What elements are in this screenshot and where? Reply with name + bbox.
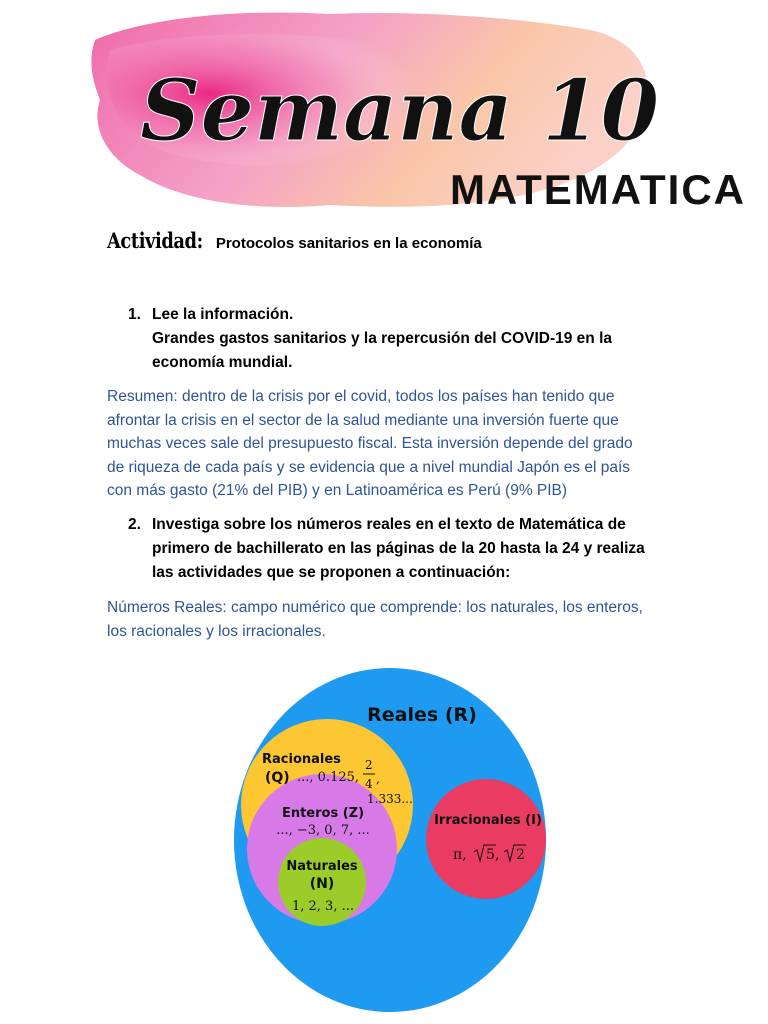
activity-heading — [107, 228, 482, 253]
header-banner — [0, 0, 768, 225]
item-line: Lee la información. — [152, 306, 294, 323]
irracionales-examples — [453, 845, 526, 863]
irracionales-pi: π, — [453, 847, 467, 863]
irracionales-root5: 5 — [486, 847, 495, 863]
reales-line: Números Reales: campo numérico que comprende: los naturales, los enteros, — [107, 599, 643, 616]
naturales-label: Naturales — [286, 859, 358, 874]
item-line: Investiga sobre los números reales en el texto de Matemática de — [152, 516, 626, 533]
reales-line: los racionales y los irracionales. — [107, 622, 326, 640]
summary-paragraph — [107, 385, 667, 503]
real-numbers-diagram — [230, 663, 550, 1015]
racionales-symbol: (Q) — [265, 770, 290, 786]
item-number: 1. — [128, 306, 141, 323]
naturales-symbol: (N) — [309, 876, 335, 892]
summary-line: de riqueza de cada país y se evidencia que a nivel mundial Japón es el país — [107, 458, 631, 476]
item-line: Grandes gastos sanitarios y la repercusión del COVID-19 en la — [152, 330, 612, 347]
fraction-comma: , — [376, 772, 380, 786]
item-line: economía mundial. — [152, 354, 293, 371]
irracionales-circle — [426, 779, 546, 899]
list-item-1 — [128, 303, 612, 375]
summary-line: con más gasto (21% del PIB) y en Latinoamérica es Perú (9% PIB) — [107, 482, 568, 499]
activity-text: Protocolos sanitarios en la economía — [215, 235, 482, 252]
summary-line: muchas veces sale del presupuesto fiscal. Esta inversión depende del grado — [107, 435, 633, 452]
irracionales-root2: 2 — [516, 847, 525, 863]
irracionales-label: Irracionales (I) — [434, 813, 542, 828]
enteros-label: Enteros (Z) — [281, 806, 365, 821]
fraction-numerator: 2 — [365, 758, 373, 772]
reales-label: Reales (R) — [367, 704, 477, 726]
racionales-examples: ..., 0.125, — [297, 770, 360, 785]
subject-title: MATEMATICA — [449, 166, 746, 213]
item-line: primero de bachillerato en las páginas de la 20 hasta la 24 y realiza — [152, 540, 645, 557]
banner-title: Semana 10 — [140, 61, 660, 160]
racionales-examples-2: 1.333... — [367, 792, 413, 806]
enteros-examples: ..., −3, 0, 7, ... — [276, 823, 370, 838]
list-item-2 — [128, 513, 645, 585]
activity-label: Actividad: — [107, 228, 203, 253]
racionales-label: Racionales — [262, 752, 341, 767]
item-number: 2. — [128, 516, 141, 533]
summary-line: afrontar la crisis en el sector de la salud mediante una inversión fuerte que — [107, 411, 619, 429]
fraction-denominator: 4 — [365, 777, 373, 791]
irracionales-separator: , — [495, 847, 500, 863]
naturales-examples: 1, 2, 3, ... — [291, 899, 355, 914]
summary-line: Resumen: dentro de la crisis por el covid, todos los países han tenido que — [107, 388, 615, 405]
reales-paragraph — [107, 596, 667, 643]
item-line: las actividades que se proponen a continuación: — [152, 564, 511, 581]
